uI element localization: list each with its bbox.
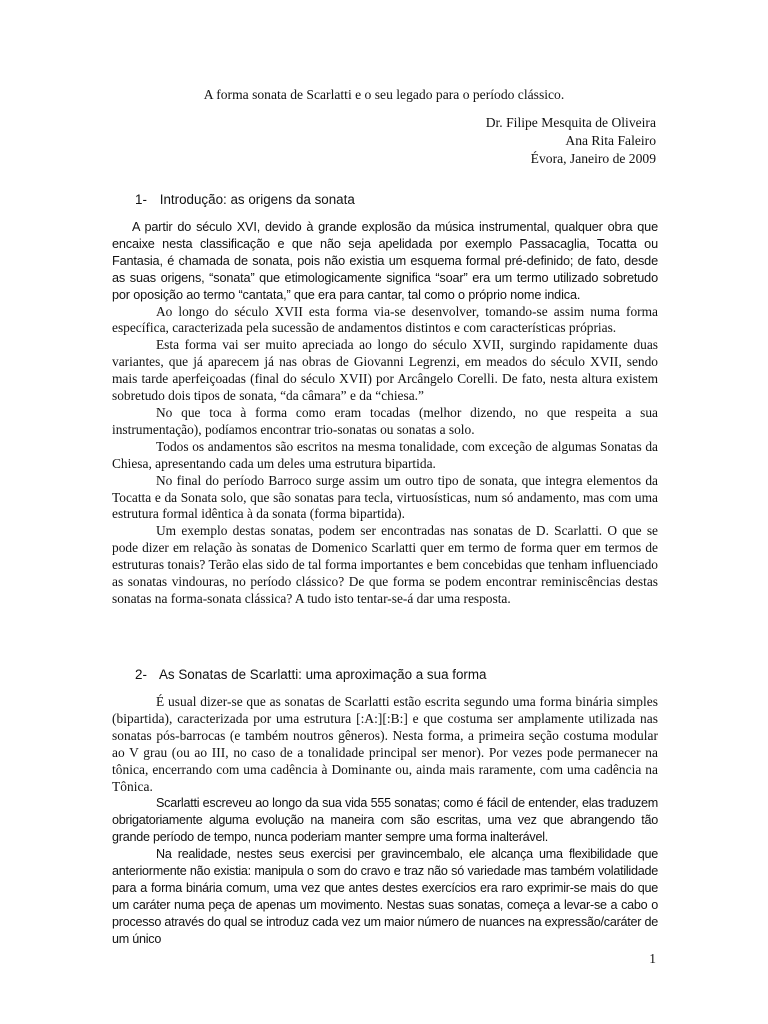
section-number: 1-: [135, 192, 147, 207]
paragraph: A partir do século XVI, devido à grande explosão da música instrumental, qualquer obra que encaixe nesta classificação e que não seja apelidada por exemplo Passacaglia, Tocatta ou Fantasia, é chamada de sonata, pois não existia um esquema formal pré-definido; de fato, desde as suas origens, “sonata” que etimologicamente significa “soar” era um termo utilizado sobretudo por oposição ao termo “cantata,” que era para cantar, tal como o próprio nome indica.: [112, 220, 658, 302]
author-block: [486, 114, 656, 168]
paragraph: Um exemplo destas sonatas, podem ser encontradas nas sonatas de D. Scarlatti. O que se pode dizer em relação às sonatas de Domenico Scarlatti quer em termo de forma quer em termos de estruturas tonais? Terão elas sido de tal forma importantes e bem concebidas que tenham influenciado as sonatas vindouras, no período clássico? De que forma se podem encontrar reminiscências destas sonatas na forma-sonata clássica? A tudo isto tentar-se-á dar uma resposta.: [112, 523, 658, 606]
author-name: Ana Rita Faleiro: [565, 133, 656, 148]
paragraph: É usual dizer-se que as sonatas de Scarlatti estão escrita segundo uma forma binária simples (bipartida), caracterizada por uma estrutura [:A:][:B:] e que costuma ser amplamente utilizada nas sonatas pós-barrocas (e também noutros gêneros). Nesta forma, a primeira seção costuma modular ao V grau (ou ao III, no caso de a tonalidade principal ser menor). Por vezes pode permanecer na tônica, encerrando com uma cadência à Dominante ou, ainda mais raramente, com uma cadência na Tônica.: [112, 694, 658, 794]
page-number: 1: [649, 951, 656, 966]
section-body-introducao: [112, 219, 658, 608]
author-name: Dr. Filipe Mesquita de Oliveira: [485, 115, 656, 130]
paragraph: No final do período Barroco surge assim um outro tipo de sonata, que integra elementos da Tocatta e da Sonata solo, que são sonatas para tecla, virtuosísticas, num só andamento, mas com uma estrutura formal idêntica à da sonata (forma bipartida).: [112, 472, 658, 522]
section-heading-sonatas-de-scarlatti: [135, 667, 486, 684]
document-title: A forma sonata de Scarlatti e o seu legado para o período clássico.: [203, 87, 565, 102]
paragraph: Ao longo do século XVII esta forma via-se desenvolver, tomando-se assim numa forma específica, caracterizada pela sucessão de andamentos distintos e com características próprias.: [112, 303, 658, 336]
section-title: As Sonatas de Scarlatti: uma aproximação a sua forma: [158, 667, 487, 682]
paragraph: Na realidade, nestes seus exercisi per gravincembalo, ele alcança uma flexibilidade que anteriormente não existia: manipula o som do cravo e traz não só variedade mas também volatilidade para a forma binária comum, uma vez que antes destes exercícios era raro exprimir-se mais do que um caráter numa peça de apenas um movimento. Nestas suas sonatas, começa a levar-se a cabo o processo através do qual se introduz cada vez um maior número de nuances na expressão/caráter de um único: [112, 847, 658, 946]
section-heading-introducao: [135, 192, 355, 209]
section-number: 2-: [135, 667, 147, 682]
place-date: Évora, Janeiro de 2009: [530, 151, 656, 166]
paragraph: No que toca à forma como eram tocadas (melhor dizendo, no que respeita a sua instrumentação), podíamos encontrar trio-sonatas ou sonatas a solo.: [112, 404, 658, 437]
section-body-sonatas-de-scarlatti: [112, 694, 658, 948]
paragraph: Todos os andamentos são escritos na mesma tonalidade, com exceção de algumas Sonatas da Chiesa, apresentando cada um deles uma estrutura bipartida.: [112, 438, 658, 471]
paragraph: Esta forma vai ser muito apreciada ao longo do século XVII, surgindo rapidamente duas variantes, que já aparecem já nas obras de Giovanni Legrenzi, em meados do século XVII, sendo mais tarde aperfeiçoadas (final do século XVII) por Arcângelo Corelli. De fato, nesta altura existem sobretudo dois tipos de sonata, “da câmara” e da “chiesa.”: [112, 337, 658, 404]
paragraph: Scarlatti escreveu ao longo da sua vida 555 sonatas; como é fácil de entender, elas traduzem obrigatoriamente alguma evolução na maneira com são escritas, uma vez que abrangendo tão grande período de tempo, nunca poderiam manter sempre uma forma inalterável.: [112, 796, 658, 845]
section-title: Introdução: as origens da sonata: [159, 192, 355, 207]
